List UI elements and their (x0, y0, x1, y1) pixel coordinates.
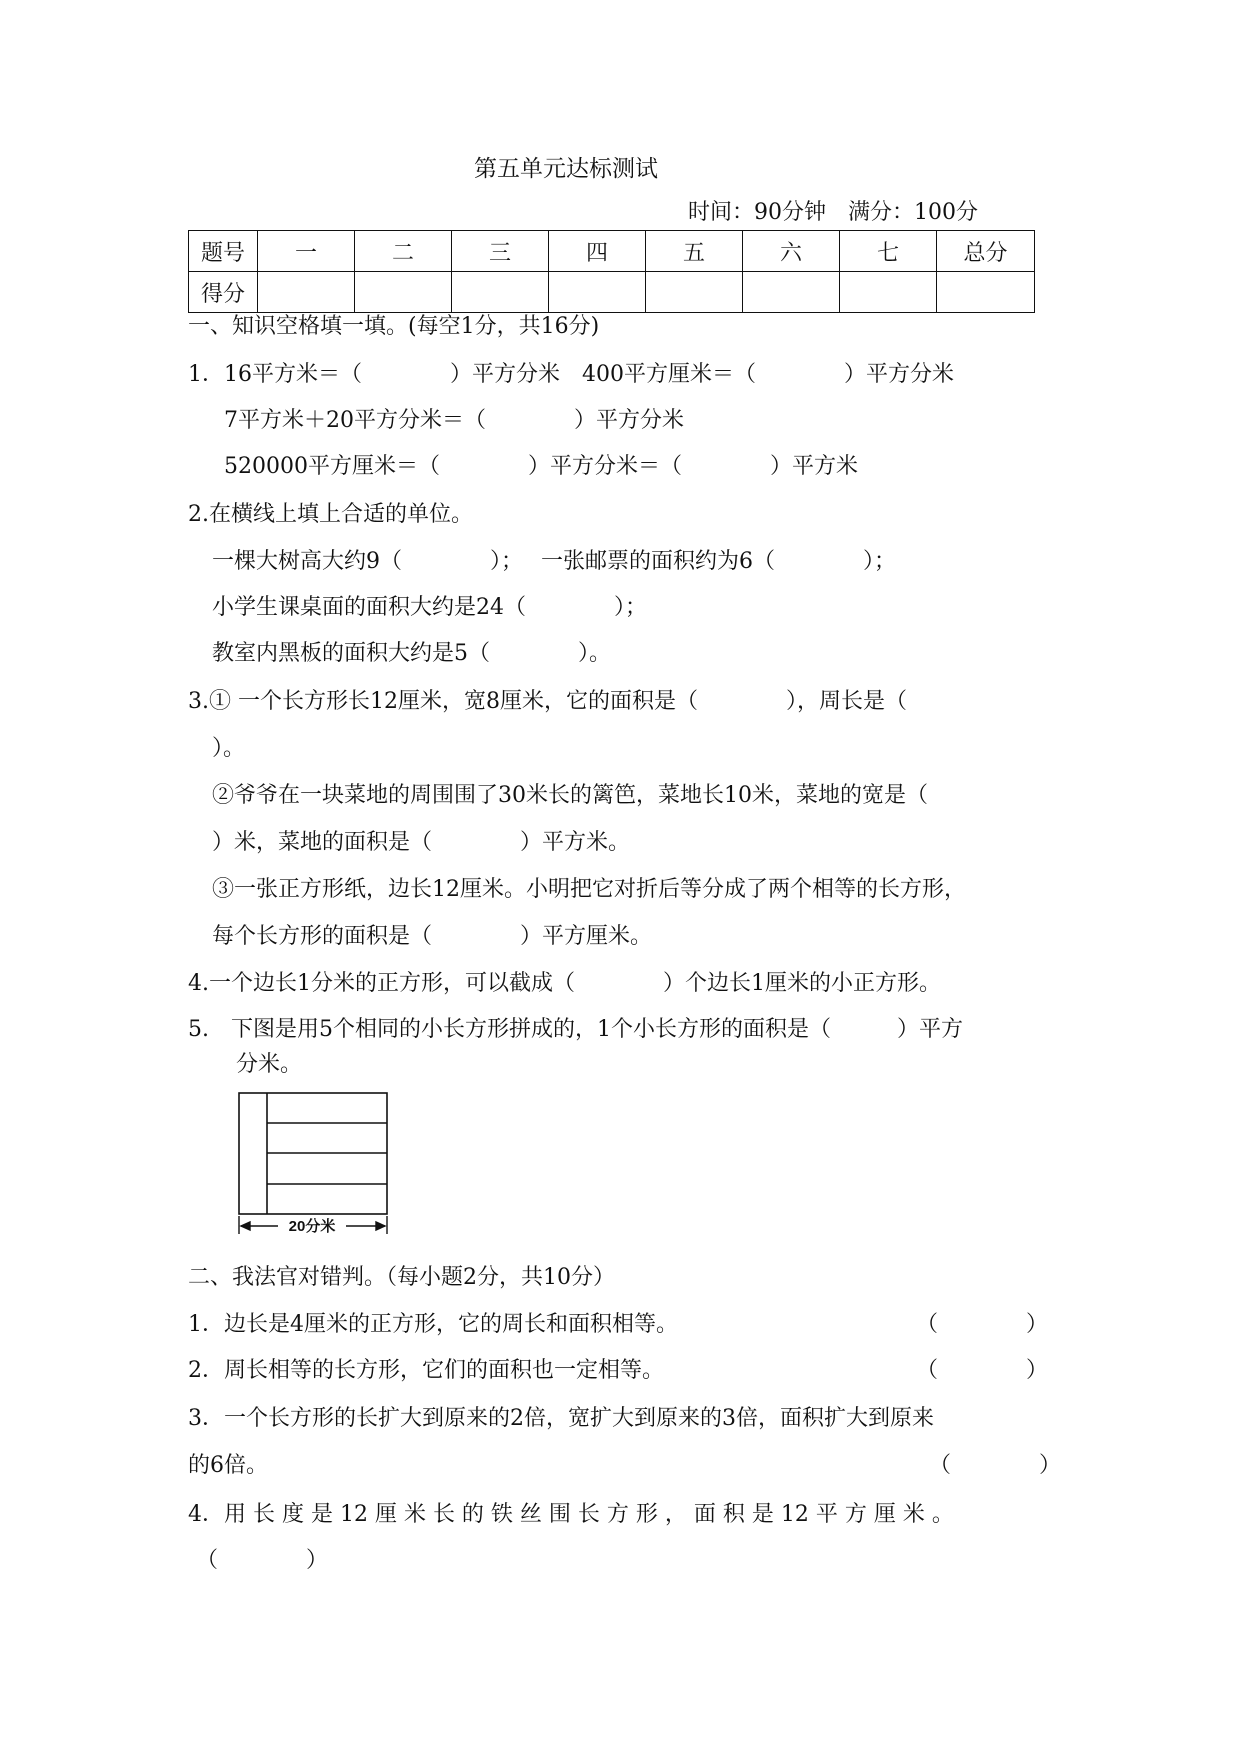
question-2-heading: 2.在横线上填上合适的单位。 (188, 502, 473, 527)
score-table-column-header: 一 (258, 231, 355, 272)
dimension-arrow-left-icon (241, 1222, 250, 1230)
score-table-column-header: 总分 (937, 231, 1035, 272)
judge-answer-1[interactable]: （ ） (916, 1312, 1049, 1337)
score-cell[interactable] (258, 272, 355, 313)
question-3-line-4: ）米，菜地的面积是（ ）平方米。 (212, 830, 631, 855)
question-3-line-6: 每个长方形的面积是（ ）平方厘米。 (212, 924, 653, 949)
score-table-column-header: 三 (452, 231, 549, 272)
score-cell[interactable] (452, 272, 549, 313)
question-2-line-2: 小学生课桌面的面积大约是24（ ）； (212, 595, 647, 620)
judge-question-2: 2．周长相等的长方形，它们的面积也一定相等。 (188, 1358, 664, 1383)
question-5-line-2: 分米。 (236, 1052, 303, 1077)
question-1-line-2: 7平方米＋20平方分米＝（ ）平方分米 (224, 408, 684, 433)
score-table-column-header: 二 (355, 231, 452, 272)
score-table-column-header: 五 (646, 231, 743, 272)
score-table-column-header: 六 (743, 231, 840, 272)
question-4: 4.一个边长1分米的正方形，可以截成（ ）个边长1厘米的小正方形。 (188, 971, 941, 996)
question-1-line-1: 1．16平方米＝（ ）平方分米 400平方厘米＝（ ）平方分米 (188, 362, 954, 387)
score-table-column-header: 四 (549, 231, 646, 272)
judge-answer-3[interactable]: （ ） (929, 1453, 1062, 1478)
question-3-line-3: ②爷爷在一块菜地的周围围了30米长的篱笆，菜地长10米，菜地的宽是（ (212, 783, 928, 808)
judge-question-1: 1．边长是4厘米的正方形，它的周长和面积相等。 (188, 1312, 678, 1337)
dimension-label: 20分米 (288, 1218, 336, 1235)
dimension-arrow-right-icon (376, 1222, 385, 1230)
score-table (188, 230, 1035, 313)
question-3-line-5: ③一张正方形纸，边长12厘米。小明把它对折后等分成了两个相等的长方形， (212, 877, 966, 902)
score-cell[interactable] (355, 272, 452, 313)
question-3-line-1: 3.① 一个长方形长12厘米，宽8厘米，它的面积是（ ），周长是（ (188, 689, 907, 714)
score-cell[interactable] (549, 272, 646, 313)
judge-answer-4[interactable]: （ ） (196, 1548, 329, 1573)
question-5-line-1: 5. 下图是用5个相同的小长方形拼成的，1个小长方形的面积是（ ）平方 (188, 1017, 963, 1042)
section-1-heading: 一、知识空格填一填。(每空1分，共16分) (188, 314, 600, 339)
question-3-line-2: ）。 (212, 736, 246, 761)
score-table-column-header: 七 (840, 231, 937, 272)
rectangles-figure (238, 1092, 388, 1242)
question-1-line-3: 520000平方厘米＝（ ）平方分米＝（ ）平方米 (224, 454, 858, 479)
page-title: 第五单元达标测试 (474, 156, 658, 182)
score-table-row-label: 题号 (189, 231, 258, 272)
score-table-score-row (189, 272, 1035, 313)
score-cell[interactable] (743, 272, 840, 313)
score-cell[interactable] (646, 272, 743, 313)
exam-time-and-score: 时间：90分钟 满分：100分 (688, 200, 978, 225)
score-cell[interactable] (937, 272, 1035, 313)
score-table-header-row (189, 231, 1035, 272)
judge-answer-2[interactable]: （ ） (916, 1358, 1049, 1383)
judge-question-3-line-1: 3．一个长方形的长扩大到原来的2倍，宽扩大到原来的3倍，面积扩大到原来 (188, 1406, 934, 1431)
score-cell[interactable] (840, 272, 937, 313)
question-2-line-3: 教室内黑板的面积大约是5（ ）。 (212, 641, 611, 666)
section-2-heading: 二、我法官对错判。（每小题2分，共10分） (188, 1265, 615, 1290)
judge-question-3-line-2: 的6倍。 (188, 1453, 268, 1478)
score-table-row-label: 得分 (189, 272, 258, 313)
question-2-line-1: 一棵大树高大约9（ ）； 一张邮票的面积约为6（ ）； (212, 549, 896, 574)
judge-question-4: 4．用 长 度 是 12 厘 米 长 的 铁 丝 围 长 方 形 ， 面 积 是 12 平 方 厘 米 。 (188, 1502, 954, 1527)
